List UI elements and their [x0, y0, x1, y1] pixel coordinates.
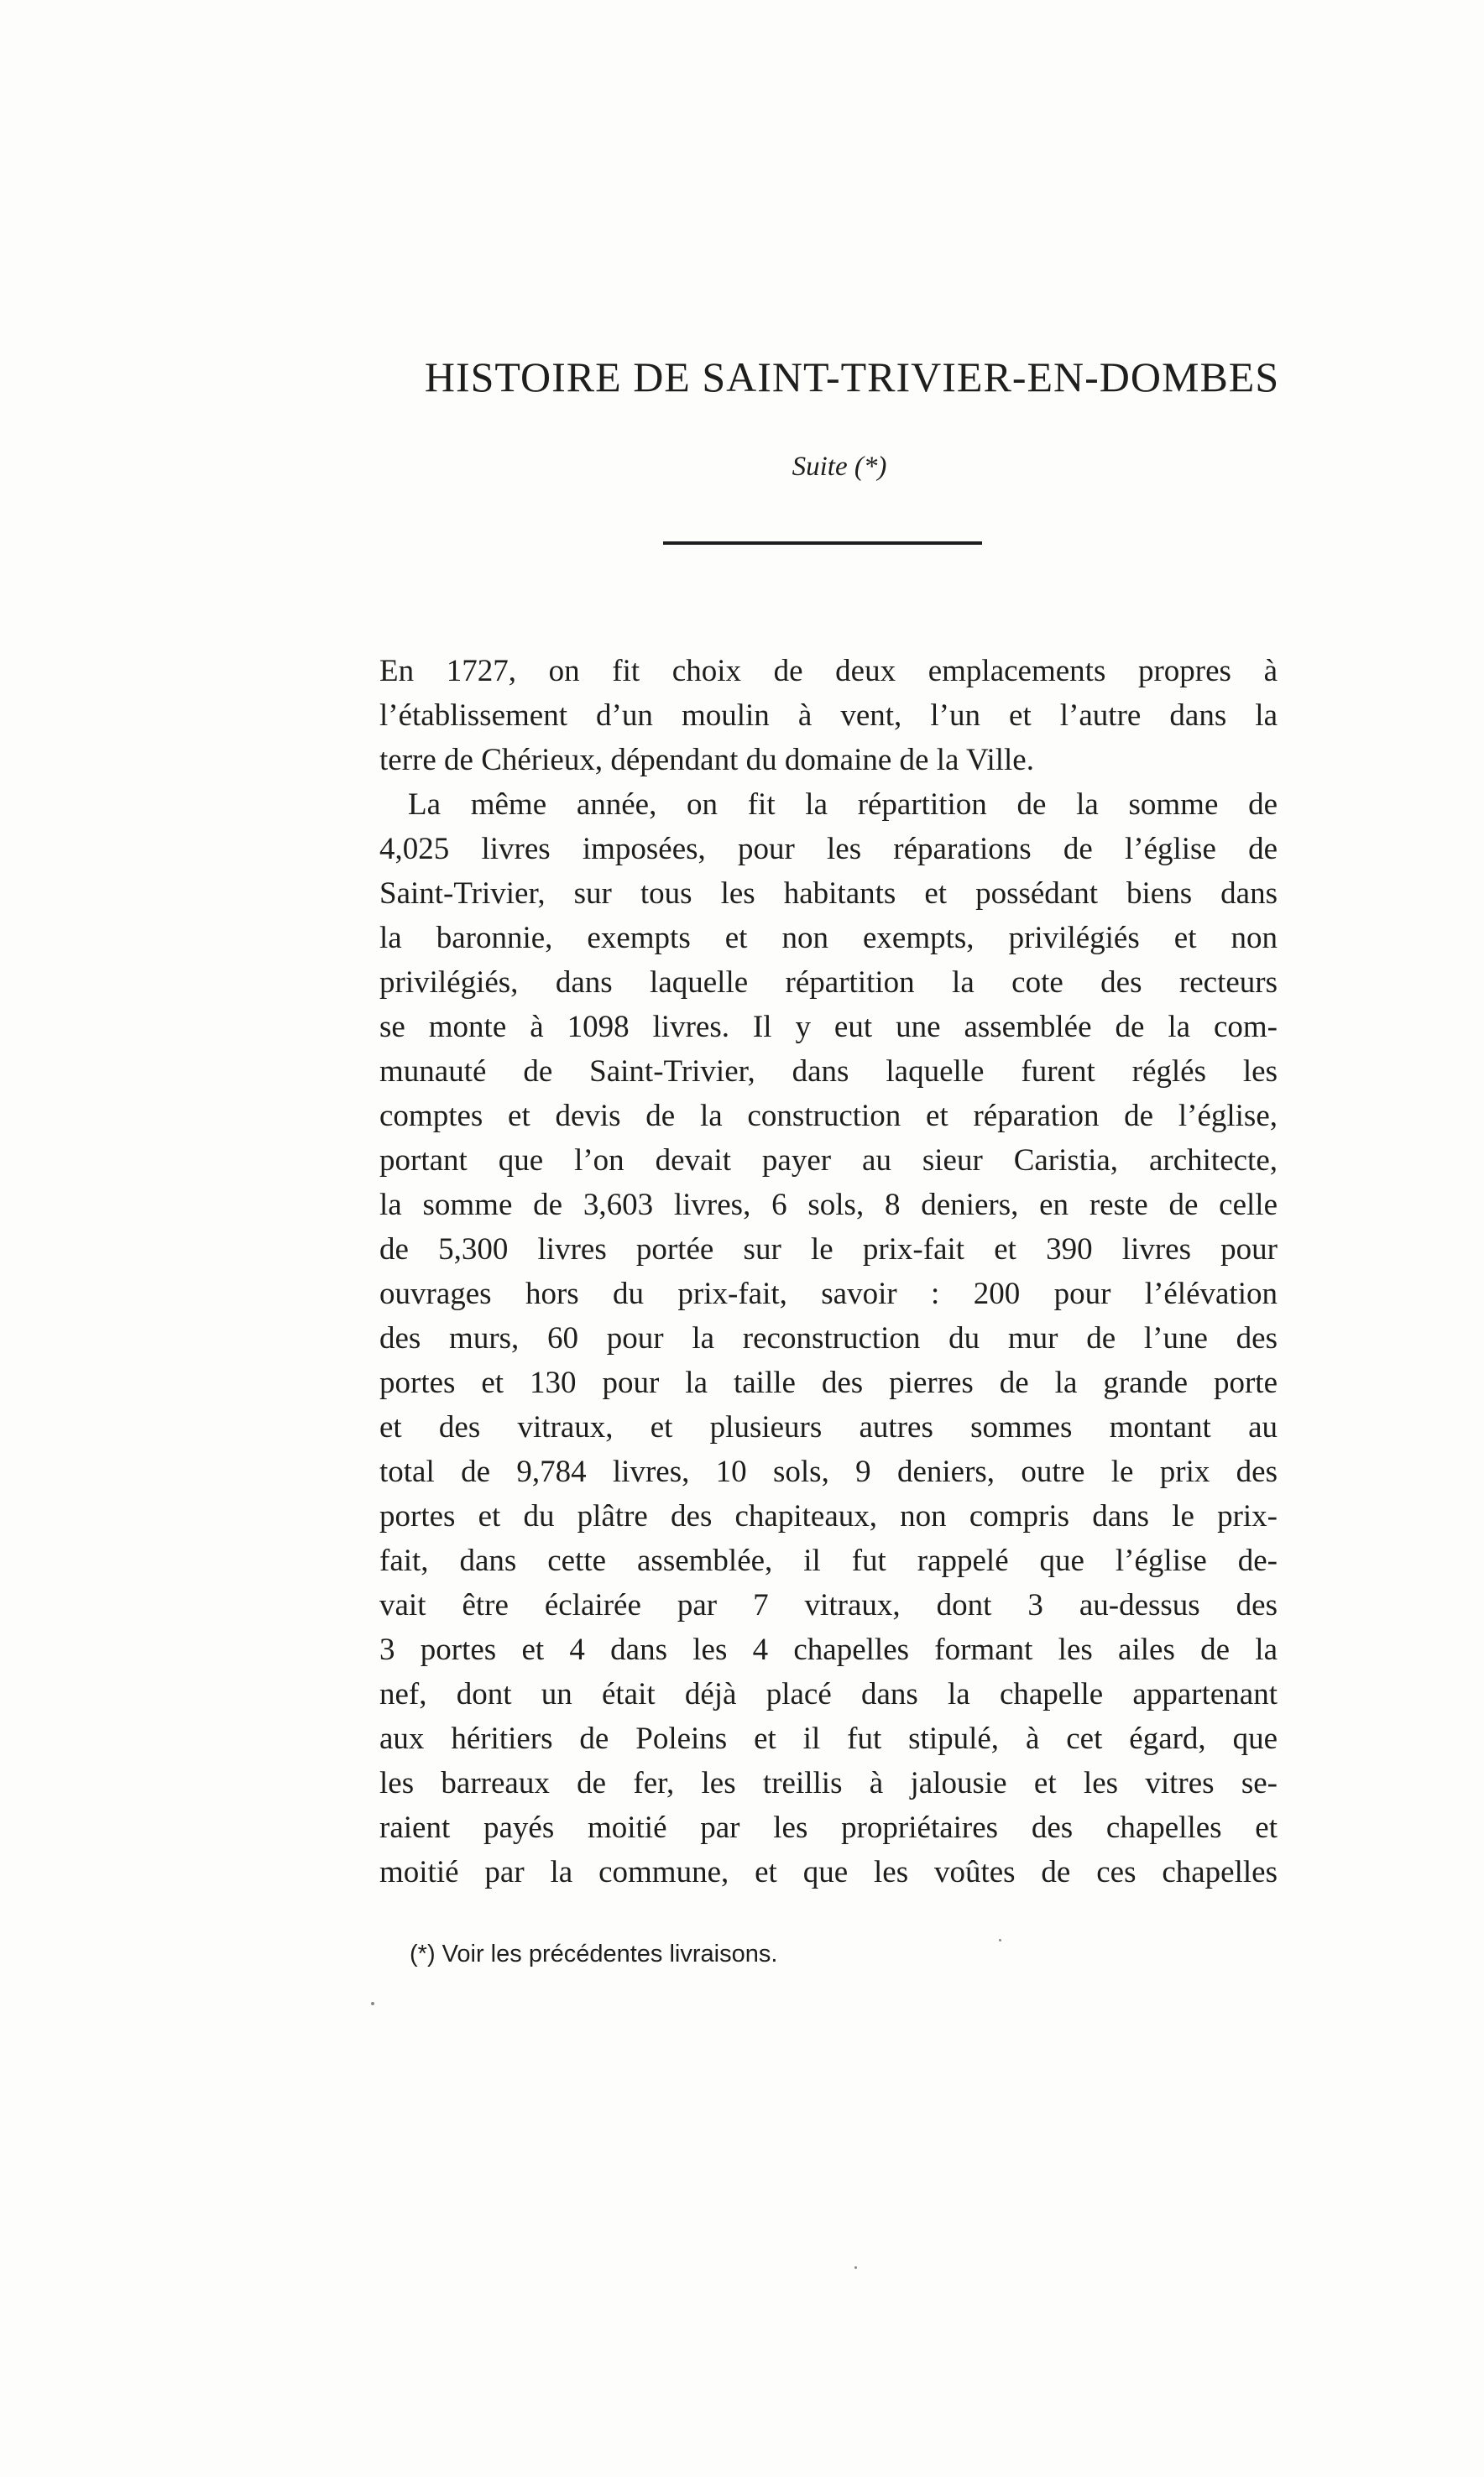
- footnote: (*) Voir les précédentes livraisons.: [410, 1941, 778, 1967]
- text-line: terre de Chérieux, dépendant du domaine de la Ville.: [379, 743, 1034, 777]
- text-line: les barreaux de fer, les treillis à jalousie et les vitres se-: [379, 1766, 1278, 1800]
- text-line: nef, dont un était déjà placé dans la chapelle appartenant: [379, 1677, 1278, 1711]
- text-line: privilégiés, dans laquelle répartition la cote des recteurs: [379, 965, 1278, 1000]
- title-divider: [663, 541, 982, 545]
- paper-speck: [854, 2266, 857, 2269]
- text-line: et des vitraux, et plusieurs autres sommes montant au: [379, 1410, 1278, 1445]
- text-line: fait, dans cette assemblée, il fut rappelé que l’église de-: [379, 1544, 1278, 1578]
- text-line: portes et du plâtre des chapiteaux, non compris dans le prix-: [379, 1499, 1278, 1534]
- text-line: vait être éclairée par 7 vitraux, dont 3 au-dessus des: [379, 1588, 1278, 1623]
- body-text: [379, 649, 1278, 1894]
- text-line: 4,025 livres imposées, pour les réparations de l’église de: [379, 832, 1278, 866]
- text-line: de 5,300 livres portée sur le prix-fait et 390 livres pour: [379, 1232, 1278, 1267]
- text-line: se monte à 1098 livres. Il y eut une assemblée de la com-: [379, 1010, 1278, 1044]
- text-line: l’établissement d’un moulin à vent, l’un et l’autre dans la: [379, 698, 1278, 733]
- text-line: ouvrages hors du prix-fait, savoir : 200 pour l’élévation: [379, 1277, 1278, 1311]
- text-line: raient payés moitié par les propriétaires des chapelles et: [379, 1811, 1278, 1845]
- text-line: La même année, on fit la répartition de la somme de: [408, 787, 1278, 822]
- text-line: En 1727, on fit choix de deux emplacements propres à: [379, 654, 1278, 688]
- text-line: Saint-Trivier, sur tous les habitants et possédant biens dans: [379, 876, 1278, 911]
- text-line: total de 9,784 livres, 10 sols, 9 deniers, outre le prix des: [379, 1455, 1278, 1489]
- text-line: la somme de 3,603 livres, 6 sols, 8 deniers, en reste de celle: [379, 1188, 1278, 1222]
- text-line: aux héritiers de Poleins et il fut stipulé, à cet égard, que: [379, 1722, 1278, 1756]
- text-line: des murs, 60 pour la reconstruction du mur de l’une des: [379, 1321, 1278, 1356]
- text-line: comptes et devis de la construction et réparation de l’église,: [379, 1099, 1278, 1133]
- page-subtitle: Suite (*): [792, 452, 887, 482]
- text-line: moitié par la commune, et que les voûtes de ces chapelles: [379, 1855, 1278, 1889]
- page-title: HISTOIRE DE SAINT-TRIVIER-EN-DOMBES: [424, 353, 1280, 400]
- text-line: la baronnie, exempts et non exempts, privilégiés et non: [379, 921, 1278, 955]
- text-line: portant que l’on devait payer au sieur Caristia, architecte,: [379, 1143, 1278, 1178]
- text-line: munauté de Saint-Trivier, dans laquelle furent réglés les: [379, 1054, 1278, 1089]
- text-line: 3 portes et 4 dans les 4 chapelles formant les ailes de la: [379, 1633, 1278, 1667]
- paper-speck: [999, 1939, 1001, 1941]
- text-line: portes et 130 pour la taille des pierres de la grande porte: [379, 1366, 1278, 1400]
- paper-speck: [371, 2002, 374, 2005]
